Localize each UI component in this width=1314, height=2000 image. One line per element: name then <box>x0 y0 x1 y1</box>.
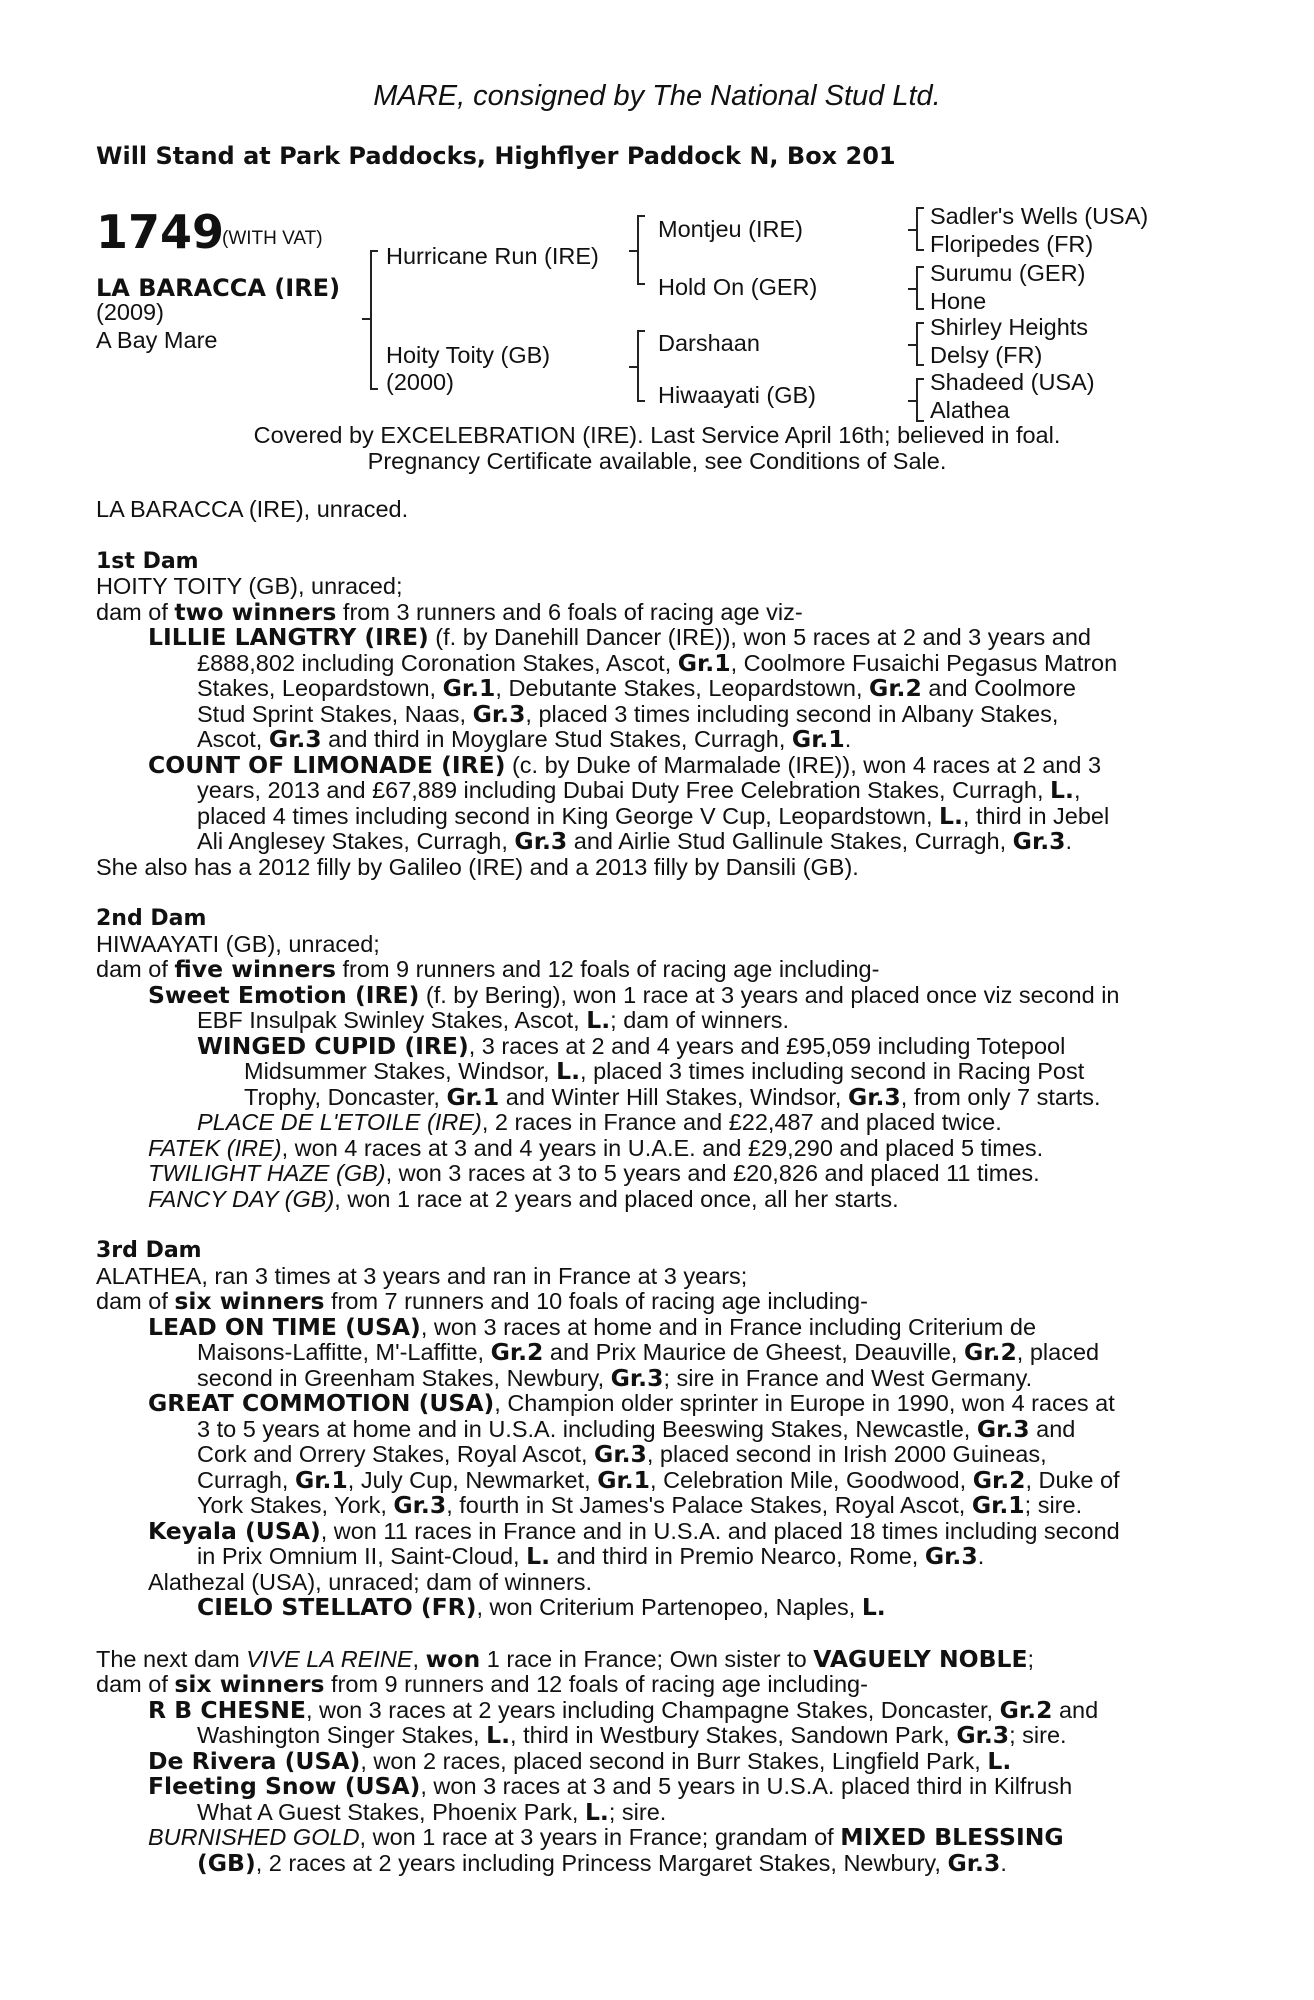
grade: L. <box>987 1746 1012 1775</box>
grade: L. <box>556 1057 581 1085</box>
pedigree-brace <box>637 330 639 402</box>
text: second in Greenham Stakes, Newbury, <box>197 1364 611 1391</box>
progeny-name: LEAD ON TIME (USA) <box>148 1312 421 1341</box>
text: , from only 7 starts. <box>900 1083 1101 1110</box>
vat-note: (WITH VAT) <box>222 228 323 249</box>
text: , Duke of <box>1025 1466 1120 1493</box>
text: from 3 runners and 6 foals of racing age viz- <box>336 598 803 625</box>
progeny-entry <box>96 980 1206 1009</box>
brace-tip <box>916 308 924 314</box>
progeny-detail <box>96 676 1206 702</box>
text: ; <box>1027 1645 1035 1672</box>
text: , placed 3 times including second in Racing Post <box>580 1058 1085 1084</box>
brace-tip <box>916 378 924 384</box>
text: and third in Premio Nearco, Rome, <box>550 1543 925 1569</box>
progeny-name: CIELO STELLATO (FR) <box>197 1593 477 1621</box>
text: , 2 races in France and £22,487 and placed twice. <box>481 1109 1002 1135</box>
text: , won 3 races at home and in France including Criterium de <box>420 1313 1037 1340</box>
text: from 9 runners and 12 foals of racing age including- <box>335 956 880 982</box>
granddam-4: Alathea <box>930 397 1010 423</box>
sire-dam: Hold On (GER) <box>658 274 818 300</box>
text: and Prix Maurice de Gheest, Deauville, <box>543 1339 964 1365</box>
progeny-detail <box>96 1414 1206 1443</box>
progeny-detail <box>96 1848 1206 1877</box>
dam-line: ALATHEA, ran 3 times at 3 years and ran in France at 3 years; <box>96 1262 748 1289</box>
brace-tip <box>637 400 645 406</box>
progeny-entry <box>96 1187 1206 1213</box>
stand-location: Will Stand at Park Paddocks, Highflyer Paddock N, Box 201 <box>96 142 896 170</box>
text: , Champion older sprinter in Europe in 1990, won 4 races at <box>494 1390 1115 1416</box>
text: , fourth in St James's Palace Stakes, Royal Ascot, <box>446 1492 972 1518</box>
text: won <box>425 1644 481 1673</box>
text: , won 2 races, placed second in Burr Stakes, Lingfield Park, <box>360 1747 988 1774</box>
text: and third in Moyglare Stud Stakes, Curragh, <box>321 726 792 752</box>
text: , 3 races at 2 and 4 years and £95,059 including Totepool <box>468 1032 1066 1059</box>
sire: Hurricane Run (IRE) <box>386 243 599 269</box>
grade: Gr.1 <box>791 725 845 753</box>
progeny-detail <box>96 829 1206 855</box>
granddam-3: Delsy (FR) <box>930 342 1043 368</box>
progeny-detail <box>96 1442 1206 1468</box>
dam-sire: Darshaan <box>658 330 760 356</box>
text: ; sire. <box>1009 1722 1067 1748</box>
progeny-entry <box>96 1136 1206 1162</box>
grandsire-1: Sadler's Wells (USA) <box>930 203 1149 229</box>
progeny-entry <box>96 1595 1206 1621</box>
grade: L. <box>861 1593 886 1621</box>
progeny-entry <box>96 1110 1206 1136</box>
grade: Gr.1 <box>446 1082 500 1111</box>
text: , won 11 races in France and in U.S.A. and placed 18 times including second <box>320 1517 1120 1544</box>
text: Ascot, <box>197 726 269 752</box>
text: Cork and Orrery Stakes, Royal Ascot, <box>197 1441 595 1467</box>
progeny-detail <box>96 1340 1206 1366</box>
pedigree-brace <box>916 378 918 422</box>
text: ; dam of winners. <box>610 1007 790 1033</box>
brace-tip <box>908 344 916 350</box>
text: placed 4 times including second in King George V Cup, Leopardstown, <box>197 802 940 829</box>
brace-tip <box>629 250 637 256</box>
text: (c. by Duke of Marmalade (IRE)), won 4 races at 2 and 3 <box>505 751 1102 778</box>
text: , 2 races at 2 years including Princess Margaret Stakes, Newbury, <box>255 1849 948 1876</box>
progeny-entry <box>96 1695 1206 1724</box>
brace-tip <box>916 207 924 213</box>
text: , Coolmore Fusaichi Pegasus Matron <box>730 649 1118 676</box>
text: Washington Singer Stakes, <box>197 1722 487 1748</box>
grade: Gr.3 <box>393 1491 447 1519</box>
brace-tip <box>637 283 645 289</box>
sibling-name: VAGUELY NOBLE <box>813 1644 1028 1673</box>
progeny-entry <box>96 1391 1206 1417</box>
grade: L. <box>1050 776 1074 804</box>
grade: Gr.2 <box>490 1338 544 1366</box>
text: and <box>1052 1696 1099 1723</box>
brace-tip <box>916 322 924 328</box>
progeny-name: TWILIGHT HAZE (GB) <box>148 1160 386 1186</box>
text: , won 3 races at 2 years including Champagne Stakes, Doncaster, <box>305 1696 1000 1723</box>
progeny-name: R B CHESNE <box>148 1695 306 1724</box>
granddam-2: Hone <box>930 288 987 314</box>
progeny-detail <box>96 778 1206 804</box>
progeny-entry <box>96 1516 1206 1545</box>
grade: Gr.3 <box>1012 827 1066 855</box>
text: What A Guest Stakes, Phoenix Park, <box>197 1798 585 1825</box>
text: Stakes, Leopardstown, <box>197 675 443 701</box>
text: Curragh, <box>197 1466 295 1493</box>
progeny-entry <box>96 750 1206 779</box>
text: dam of <box>96 598 175 625</box>
progeny-name: Sweet Emotion (IRE) <box>148 980 420 1009</box>
progeny-name: GREAT COMMOTION (USA) <box>148 1389 495 1417</box>
horse-year: (2009) <box>96 299 164 325</box>
text: dam of <box>96 1288 175 1314</box>
text: (f. by Danehill Dancer (IRE)), won 5 races at 2 and 3 years and <box>428 624 1091 650</box>
text: and Winter Hill Stakes, Windsor, <box>499 1083 848 1110</box>
grade: Gr.2 <box>869 674 922 702</box>
text: dam of <box>96 1671 175 1697</box>
progeny-detail <box>96 801 1206 830</box>
text: . <box>844 726 852 752</box>
progeny-detail <box>96 1363 1206 1392</box>
text: , placed second in Irish 2000 Guineas, <box>646 1441 1047 1467</box>
progeny-name: Keyala (USA) <box>148 1516 321 1545</box>
brace-tip <box>637 215 645 221</box>
catalogue-body <box>96 497 1206 1876</box>
text: , won 3 races at 3 and 5 years in U.S.A. placed third in Kilfrush <box>420 1773 1073 1799</box>
progeny-detail <box>96 1082 1206 1111</box>
text: , won 3 races at 3 to 5 years and £20,826 and placed 11 times. <box>385 1160 1040 1186</box>
progeny-detail <box>96 648 1206 677</box>
text: Midsummer Stakes, Windsor, <box>244 1058 557 1084</box>
brace-tip <box>916 266 924 272</box>
grade: L. <box>939 801 963 830</box>
text: , third in Jebel <box>962 802 1110 829</box>
text: £888,802 including Coronation Stakes, Ascot, <box>197 649 678 676</box>
dam-line: HIWAAYATI (GB), unraced; <box>96 930 380 957</box>
grade: Gr.1 <box>442 674 496 702</box>
progeny-entry <box>96 1312 1206 1341</box>
progeny-detail <box>96 1008 1206 1034</box>
progeny-entry <box>96 625 1206 651</box>
text: (f. by Bering), won 1 race at 3 years and placed once viz second in <box>419 981 1120 1008</box>
text: and Coolmore <box>921 675 1076 701</box>
grade: Gr.2 <box>972 1465 1026 1494</box>
progeny-name: WINGED CUPID (IRE) <box>197 1031 469 1060</box>
grade: Gr.3 <box>268 725 322 753</box>
grade: Gr.3 <box>472 699 526 728</box>
progeny-name: De Rivera (USA) <box>148 1746 361 1775</box>
grade: Gr.1 <box>294 1465 348 1494</box>
progeny-detail <box>96 1544 1206 1570</box>
text: York Stakes, York, <box>197 1492 394 1518</box>
pedigree-brace <box>370 250 372 390</box>
text: Stud Sprint Stakes, Naas, <box>197 700 473 727</box>
brace-tip <box>637 330 645 336</box>
pedigree-brace <box>916 322 918 366</box>
dam-summary <box>96 1672 1206 1698</box>
text: dam of <box>96 956 175 982</box>
text: ; sire in France and West Germany. <box>663 1364 1033 1391</box>
brace-tip <box>908 400 916 406</box>
progeny-entry: Alathezal (USA), unraced; dam of winners. <box>148 1568 593 1595</box>
text: , placed <box>1016 1339 1100 1365</box>
consignor-heading: MARE, consigned by The National Stud Ltd. <box>373 80 941 112</box>
brace-tip <box>916 249 924 255</box>
lot-number: 1749 <box>96 205 225 259</box>
progeny-entry <box>96 1161 1206 1187</box>
grade: Gr.3 <box>924 1542 978 1570</box>
brace-tip <box>370 250 378 256</box>
brace-tip <box>362 318 370 324</box>
text: , <box>1073 777 1081 803</box>
text: , won 4 races at 3 and 4 years in U.A.E. and £29,290 and placed 5 times. <box>281 1134 1044 1161</box>
grade: L. <box>486 1721 511 1749</box>
grade: L. <box>526 1542 551 1570</box>
also-note: She also has a 2012 filly by Galileo (IRE) and a 2013 filly by Dansili (GB). <box>96 853 859 880</box>
text: ; sire. <box>608 1798 667 1825</box>
text: , Debutante Stakes, Leopardstown, <box>495 675 870 701</box>
text: Maisons-Laffitte, M'-Laffitte, <box>197 1339 491 1365</box>
next-dam-name: VIVE LA REINE <box>246 1645 413 1672</box>
grade: Gr.1 <box>597 1465 651 1494</box>
grade: Gr.2 <box>999 1695 1053 1724</box>
sire-sire: Montjeu (IRE) <box>658 216 803 242</box>
dam-summary <box>96 1289 1206 1315</box>
dam-line: HOITY TOITY (GB), unraced; <box>96 573 403 599</box>
dam-summary <box>96 597 1206 626</box>
section-heading-2nd-dam: 2nd Dam <box>96 906 207 931</box>
grade: Gr.3 <box>514 827 568 855</box>
progeny-name: BURNISHED GOLD <box>148 1824 360 1850</box>
brace-tip <box>908 229 916 235</box>
progeny-entry <box>96 1825 1206 1851</box>
grade: Gr.2 <box>963 1338 1017 1366</box>
grade: Gr.3 <box>956 1721 1010 1749</box>
section-heading-3rd-dam: 3rd Dam <box>96 1238 202 1263</box>
text: , third in Westbury Stakes, Sandown Park, <box>510 1722 957 1748</box>
progeny-name: Fleeting Snow (USA) <box>148 1772 421 1800</box>
covered-notice: Covered by EXCELEBRATION (IRE). Last Service April 16th; believed in foal. <box>253 422 1061 448</box>
progeny-name: FANCY DAY (GB) <box>148 1185 335 1212</box>
text: ; sire. <box>1024 1492 1083 1518</box>
text: EBF Insulpak Swinley Stakes, Ascot, <box>197 1007 587 1033</box>
text: 3 to 5 years at home and in U.S.A. including Beeswing Stakes, Newcastle, <box>197 1415 977 1442</box>
brace-tip <box>370 388 378 394</box>
progeny-detail <box>96 699 1206 728</box>
grade: L. <box>584 1797 609 1826</box>
progeny-entry <box>96 1031 1206 1060</box>
granddam-1: Floripedes (FR) <box>930 231 1094 257</box>
grandsire-4: Shadeed (USA) <box>930 369 1095 395</box>
text: , Celebration Mile, Goodwood, <box>650 1466 973 1493</box>
dam-summary <box>96 957 1206 983</box>
text: , won 1 race at 3 years in France; grandam of <box>359 1824 841 1850</box>
text: Ali Anglesey Stakes, Curragh, <box>197 828 515 854</box>
winners-count: six winners <box>174 1670 325 1698</box>
text: , won Criterium Partenopeo, Naples, <box>476 1594 862 1620</box>
progeny-name: FATEK (IRE) <box>148 1134 282 1161</box>
next-dam-line <box>96 1644 1206 1673</box>
text: , placed 3 times including second in Albany Stakes, <box>525 700 1059 727</box>
dam-year: (2000) <box>386 369 454 395</box>
text: . <box>1000 1849 1007 1876</box>
grade: Gr.3 <box>976 1414 1030 1443</box>
pregnancy-note: Pregnancy Certificate available, see Conditions of Sale. <box>367 448 947 474</box>
progeny-entry <box>96 1746 1206 1775</box>
progeny-detail <box>96 1059 1206 1085</box>
progeny-detail <box>96 1797 1206 1826</box>
winners-count: two winners <box>174 597 337 626</box>
text: from 9 runners and 12 foals of racing age including- <box>324 1671 868 1697</box>
grade: Gr.1 <box>677 648 731 677</box>
text: , July Cup, Newmarket, <box>347 1466 598 1493</box>
grade: Gr.3 <box>947 1848 1001 1877</box>
dam-dam: Hiwaayati (GB) <box>658 382 817 408</box>
intro-line: LA BARACCA (IRE), unraced. <box>96 496 409 522</box>
winners-count: six winners <box>174 1287 325 1315</box>
grade: L. <box>586 1006 611 1034</box>
progeny-name: COUNT OF LIMONADE (IRE) <box>148 750 506 779</box>
text: in Prix Omnium II, Saint-Cloud, <box>197 1543 527 1569</box>
grade: Gr.3 <box>847 1082 901 1111</box>
progeny-name: LILLIE LANGTRY (IRE) <box>148 623 429 651</box>
winners-count: five winners <box>174 955 336 983</box>
text: . <box>977 1543 985 1569</box>
brace-tip <box>629 366 637 372</box>
text: (GB) <box>197 1848 256 1877</box>
text: , <box>412 1645 426 1672</box>
text: The next dam <box>96 1645 247 1672</box>
pedigree-brace <box>916 207 918 251</box>
text: and Airlie Stud Gallinule Stakes, Curragh, <box>567 828 1013 854</box>
text: . <box>1065 828 1073 854</box>
progeny-detail <box>96 1723 1206 1749</box>
horse-name: LA BARACCA (IRE) <box>96 274 341 302</box>
progeny-detail <box>96 1493 1206 1519</box>
pedigree-brace <box>637 215 639 285</box>
progeny-entry <box>96 1774 1206 1800</box>
grandsire-2: Surumu (GER) <box>930 260 1086 286</box>
section-heading-1st-dam: 1st Dam <box>96 548 199 574</box>
dam: Hoity Toity (GB) <box>386 342 551 368</box>
brace-tip <box>916 364 924 370</box>
text: , won 1 race at 2 years and placed once, all her starts. <box>334 1185 899 1212</box>
progeny-name: PLACE DE L'ETOILE (IRE) <box>197 1109 482 1135</box>
grandsire-3: Shirley Heights <box>930 314 1089 340</box>
text: years, 2013 and £67,889 including Dubai Duty Free Celebration Stakes, Curragh, <box>197 777 1051 803</box>
pedigree-brace <box>916 266 918 310</box>
text: and <box>1029 1415 1076 1442</box>
horse-description: A Bay Mare <box>96 327 218 353</box>
brace-tip <box>908 288 916 294</box>
grandprogeny-name: MIXED BLESSING <box>840 1823 1064 1851</box>
text: 1 race in France; Own sister to <box>480 1645 814 1672</box>
grade: Gr.3 <box>610 1363 664 1392</box>
grade: Gr.3 <box>594 1440 647 1468</box>
text: from 7 runners and 10 foals of racing age including- <box>324 1288 868 1314</box>
text: Trophy, Doncaster, <box>244 1083 447 1110</box>
progeny-detail <box>96 727 1206 753</box>
grade: Gr.1 <box>971 1491 1025 1519</box>
progeny-detail <box>96 1465 1206 1494</box>
